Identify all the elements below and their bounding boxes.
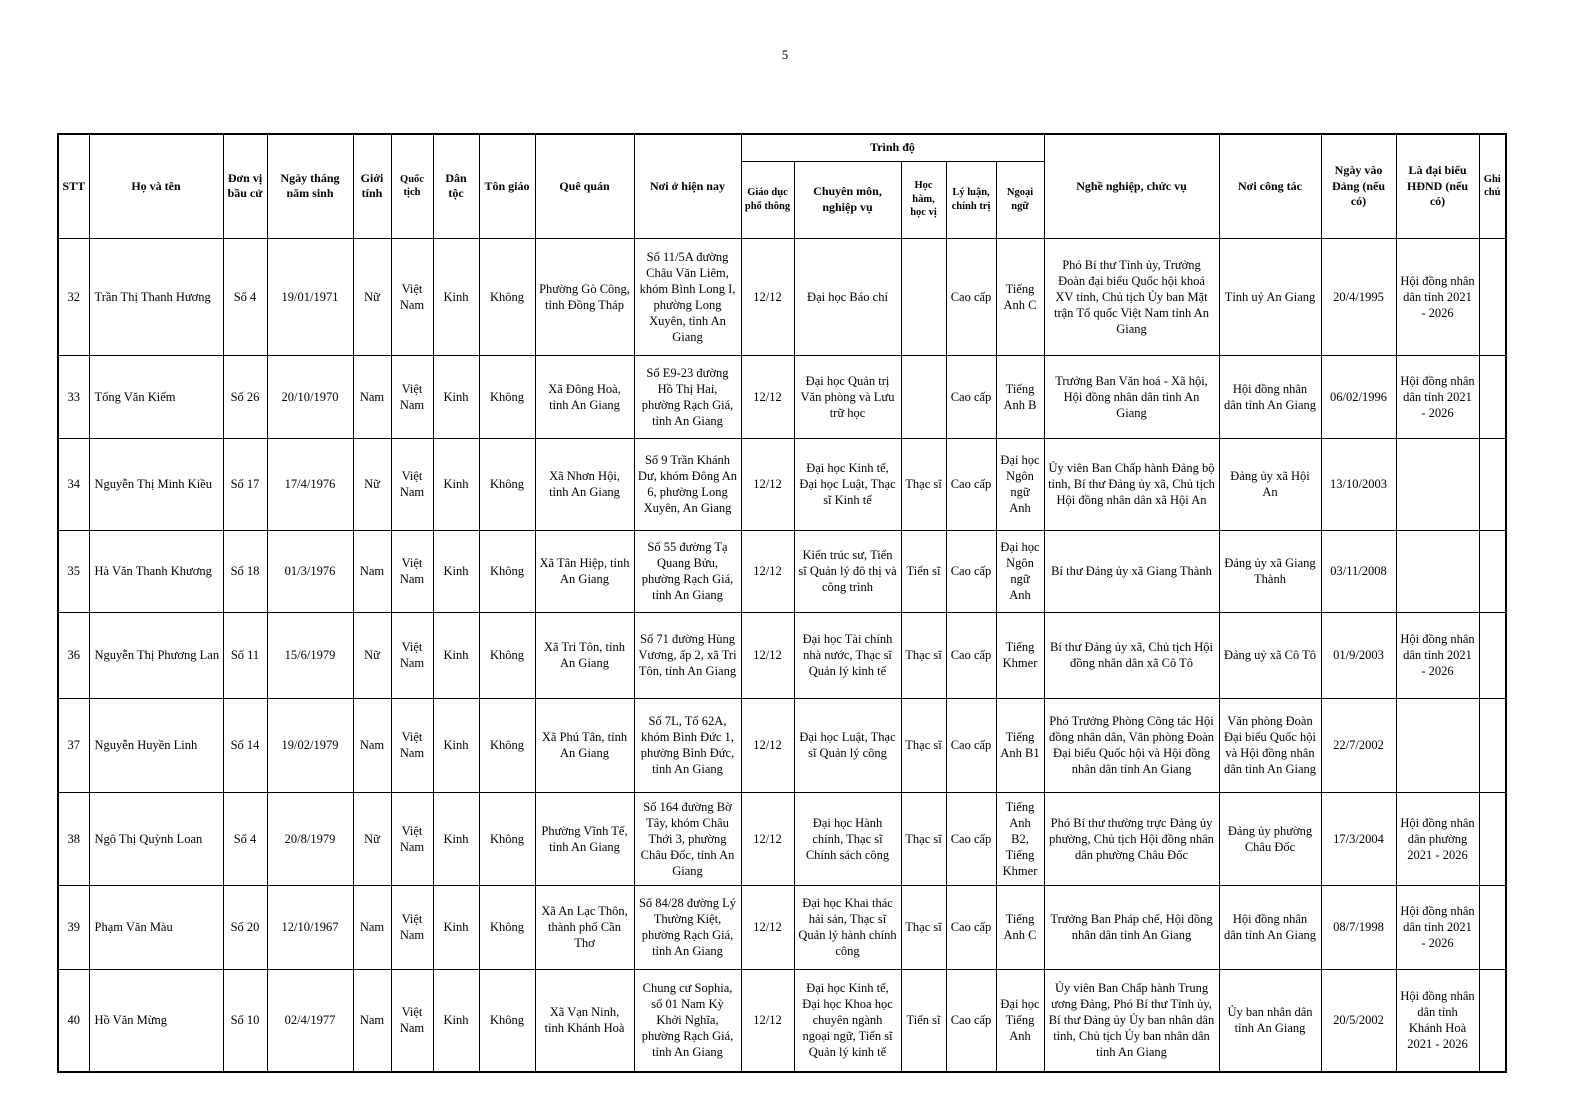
cell-don-vi-bau-cu: Số 20 [223,885,267,969]
cell-quoc-tich: Việt Nam [391,355,433,438]
cell-que-quan: Xã Phú Tân, tỉnh An Giang [535,698,634,792]
cell-ngoai-ngu: Tiếng Anh B1 [996,698,1044,792]
cell-ton-giao: Không [479,438,535,530]
cell-ly-luan: Cao cấp [946,238,996,355]
cell-noi-cong-tac: Đảng uỷ xã Cô Tô [1219,612,1321,698]
cell-noi-o: Số 84/28 đường Lý Thường Kiệt, phường Rạch Giá, tỉnh An Giang [634,885,741,969]
table-header [58,134,1506,238]
cell-noi-cong-tac: Đảng ủy phường Châu Đốc [1219,792,1321,885]
cell-gioi-tinh: Nam [353,355,391,438]
table-row [58,355,1506,438]
cell-noi-o: Chung cư Sophia, số 01 Nam Kỳ Khởi Nghĩa, phường Rạch Giá, tỉnh An Giang [634,969,741,1072]
cell-ho-va-ten: Hà Văn Thanh Khương [89,530,223,612]
cell-hoc-ham [901,355,946,438]
cell-que-quan: Xã Vạn Ninh, tỉnh Khánh Hoà [535,969,634,1072]
cell-ton-giao: Không [479,530,535,612]
cell-ngay-sinh: 20/10/1970 [267,355,353,438]
cell-nghe-nghiep: Trưởng Ban Văn hoá - Xã hội, Hội đồng nhân dân tỉnh An Giang [1044,355,1219,438]
cell-ly-luan: Cao cấp [946,792,996,885]
cell-gioi-tinh: Nữ [353,792,391,885]
col-header-dan-toc: Dân tộc [433,134,479,238]
cell-stt: 35 [58,530,89,612]
cell-dai-bieu-hdnd: Hội đồng nhân dân tỉnh 2021 - 2026 [1396,885,1479,969]
cell-que-quan: Xã Tân Hiệp, tỉnh An Giang [535,530,634,612]
cell-giao-duc-pho-thong: 12/12 [741,612,794,698]
cell-ngay-sinh: 01/3/1976 [267,530,353,612]
cell-nghe-nghiep: Bí thư Đảng ủy xã Giang Thành [1044,530,1219,612]
cell-noi-o: Số 11/5A đường Châu Văn Liêm, khóm Bình Long I, phường Long Xuyên, tỉnh An Giang [634,238,741,355]
cell-ho-va-ten: Nguyễn Thị Phương Lan [89,612,223,698]
cell-ngay-sinh: 15/6/1979 [267,612,353,698]
cell-ho-va-ten: Hồ Văn Mừng [89,969,223,1072]
cell-noi-o: Số 7L, Tổ 62A, khóm Bình Đức 1, phường Bình Đức, tỉnh An Giang [634,698,741,792]
cell-noi-o: Số E9-23 đường Hồ Thị Hai, phường Rạch Giá, tỉnh An Giang [634,355,741,438]
cell-nghe-nghiep: Bí thư Đảng ủy xã, Chủ tịch Hội đồng nhân dân xã Cô Tô [1044,612,1219,698]
cell-stt: 32 [58,238,89,355]
cell-giao-duc-pho-thong: 12/12 [741,792,794,885]
cell-hoc-ham: Thạc sĩ [901,438,946,530]
table-row [58,969,1506,1072]
cell-dan-toc: Kinh [433,530,479,612]
cell-dai-bieu-hdnd: Hội đồng nhân dân tỉnh 2021 - 2026 [1396,612,1479,698]
cell-noi-o: Số 71 đường Hùng Vương, ấp 2, xã Tri Tôn, tỉnh An Giang [634,612,741,698]
col-header-ly-luan: Lý luận, chính trị [946,161,996,238]
cell-chuyen-mon: Kiến trúc sư, Tiến sĩ Quản lý đô thị và công trình [794,530,901,612]
cell-noi-cong-tac: Ủy ban nhân dân tỉnh An Giang [1219,969,1321,1072]
col-header-noi-o: Nơi ở hiện nay [634,134,741,238]
cell-stt: 36 [58,612,89,698]
cell-ton-giao: Không [479,885,535,969]
cell-ho-va-ten: Phạm Văn Màu [89,885,223,969]
cell-hoc-ham: Thạc sĩ [901,792,946,885]
cell-dai-bieu-hdnd [1396,530,1479,612]
cell-ho-va-ten: Trần Thị Thanh Hương [89,238,223,355]
cell-noi-cong-tac: Hội đồng nhân dân tỉnh An Giang [1219,355,1321,438]
cell-que-quan: Xã Tri Tôn, tỉnh An Giang [535,612,634,698]
cell-quoc-tich: Việt Nam [391,530,433,612]
col-header-giao-duc-pho-thong: Giáo dục phổ thông [741,161,794,238]
cell-ngay-vao-dang: 08/7/1998 [1321,885,1396,969]
cell-ly-luan: Cao cấp [946,698,996,792]
cell-hoc-ham: Thạc sĩ [901,612,946,698]
cell-nghe-nghiep: Phó Bí thư Tỉnh ủy, Trưởng Đoàn đại biểu Quốc hội khoá XV tỉnh, Chủ tịch Ủy ban Mặt trận Tổ quốc Việt Nam tỉnh An Giang [1044,238,1219,355]
cell-quoc-tich: Việt Nam [391,438,433,530]
cell-giao-duc-pho-thong: 12/12 [741,885,794,969]
cell-hoc-ham: Thạc sĩ [901,698,946,792]
cell-ghi-chu [1479,969,1506,1072]
cell-que-quan: Xã An Lạc Thôn, thành phố Cần Thơ [535,885,634,969]
cell-nghe-nghiep: Phó Trưởng Phòng Công tác Hội đồng nhân dân, Văn phòng Đoàn Đại biểu Quốc hội và Hội đồng nhân dân tỉnh An Giang [1044,698,1219,792]
cell-ngay-sinh: 02/4/1977 [267,969,353,1072]
cell-ngoai-ngu: Tiếng Anh C [996,238,1044,355]
table-body [58,238,1506,1072]
cell-don-vi-bau-cu: Số 26 [223,355,267,438]
cell-stt: 33 [58,355,89,438]
cell-hoc-ham: Tiến sĩ [901,530,946,612]
cell-noi-cong-tac: Đảng ủy xã Hội An [1219,438,1321,530]
table-row [58,438,1506,530]
cell-ngay-vao-dang: 20/4/1995 [1321,238,1396,355]
cell-noi-cong-tac: Tỉnh uỷ An Giang [1219,238,1321,355]
table-row [58,792,1506,885]
cell-que-quan: Phường Gò Công, tỉnh Đồng Tháp [535,238,634,355]
cell-ly-luan: Cao cấp [946,438,996,530]
cell-ly-luan: Cao cấp [946,969,996,1072]
cell-gioi-tinh: Nữ [353,438,391,530]
cell-dan-toc: Kinh [433,885,479,969]
cell-ngay-vao-dang: 01/9/2003 [1321,612,1396,698]
col-header-ton-giao: Tôn giáo [479,134,535,238]
cell-ly-luan: Cao cấp [946,530,996,612]
cell-ton-giao: Không [479,698,535,792]
cell-ghi-chu [1479,530,1506,612]
cell-don-vi-bau-cu: Số 4 [223,792,267,885]
cell-noi-o: Số 55 đường Tạ Quang Bửu, phường Rạch Giá, tỉnh An Giang [634,530,741,612]
cell-ngay-vao-dang: 06/02/1996 [1321,355,1396,438]
cell-giao-duc-pho-thong: 12/12 [741,698,794,792]
cell-hoc-ham: Tiến sĩ [901,969,946,1072]
cell-ly-luan: Cao cấp [946,612,996,698]
cell-nghe-nghiep: Ủy viên Ban Chấp hành Trung ương Đảng, Phó Bí thư Tỉnh ủy, Bí thư Đảng ủy Ủy ban nhân dân tỉnh, Chủ tịch Ủy ban nhân dân tỉnh An Giang [1044,969,1219,1072]
cell-quoc-tich: Việt Nam [391,885,433,969]
cell-ngoai-ngu: Tiếng Khmer [996,612,1044,698]
cell-dan-toc: Kinh [433,438,479,530]
cell-chuyen-mon: Đại học Kinh tế, Đại học Luật, Thạc sĩ Kinh tế [794,438,901,530]
cell-dan-toc: Kinh [433,969,479,1072]
cell-don-vi-bau-cu: Số 10 [223,969,267,1072]
cell-stt: 39 [58,885,89,969]
cell-dai-bieu-hdnd: Hội đồng nhân dân tỉnh 2021 - 2026 [1396,355,1479,438]
cell-ho-va-ten: Nguyễn Thị Minh Kiều [89,438,223,530]
col-header-quoc-tich: Quốc tịch [391,134,433,238]
cell-ho-va-ten: Ngô Thị Quỳnh Loan [89,792,223,885]
cell-stt: 38 [58,792,89,885]
cell-ton-giao: Không [479,612,535,698]
cell-giao-duc-pho-thong: 12/12 [741,969,794,1072]
col-header-dai-bieu-hdnd: Là đại biểu HĐND (nếu có) [1396,134,1479,238]
col-header-hoc-ham: Học hàm, học vị [901,161,946,238]
cell-que-quan: Xã Nhơn Hội, tỉnh An Giang [535,438,634,530]
cell-chuyen-mon: Đại học Báo chí [794,238,901,355]
cell-gioi-tinh: Nữ [353,612,391,698]
col-header-don-vi-bau-cu: Đơn vị bầu cử [223,134,267,238]
table-row [58,885,1506,969]
cell-dan-toc: Kinh [433,792,479,885]
cell-noi-o: Số 9 Trần Khánh Dư, khóm Đông An 6, phường Long Xuyên, An Giang [634,438,741,530]
cell-gioi-tinh: Nam [353,698,391,792]
cell-nghe-nghiep: Phó Bí thư thường trực Đảng ủy phường, Chủ tịch Hội đồng nhân dân phường Châu Đốc [1044,792,1219,885]
cell-giao-duc-pho-thong: 12/12 [741,530,794,612]
cell-giao-duc-pho-thong: 12/12 [741,438,794,530]
col-header-chuyen-mon: Chuyên môn, nghiệp vụ [794,161,901,238]
cell-ton-giao: Không [479,355,535,438]
cell-nghe-nghiep: Trưởng Ban Pháp chế, Hội đồng nhân dân tỉnh An Giang [1044,885,1219,969]
cell-dan-toc: Kinh [433,698,479,792]
cell-quoc-tich: Việt Nam [391,238,433,355]
cell-chuyen-mon: Đại học Kinh tế, Đại học Khoa học chuyên ngành ngoại ngữ, Tiến sĩ Quản lý kinh tế [794,969,901,1072]
cell-ghi-chu [1479,355,1506,438]
col-header-ngay-vao-dang: Ngày vào Đảng (nếu có) [1321,134,1396,238]
cell-que-quan: Xã Đông Hoà, tỉnh An Giang [535,355,634,438]
cell-stt: 37 [58,698,89,792]
cell-chuyen-mon: Đại học Quản trị Văn phòng và Lưu trữ học [794,355,901,438]
cell-dai-bieu-hdnd: Hội đồng nhân dân tỉnh 2021 - 2026 [1396,238,1479,355]
cell-ghi-chu [1479,612,1506,698]
cell-ngoai-ngu: Tiếng Anh B2, Tiếng Khmer [996,792,1044,885]
cell-gioi-tinh: Nam [353,885,391,969]
cell-noi-o: Số 164 đường Bờ Tây, khóm Châu Thới 3, phường Châu Đốc, tỉnh An Giang [634,792,741,885]
col-header-nghe-nghiep: Nghề nghiệp, chức vụ [1044,134,1219,238]
col-header-ghi-chu: Ghi chú [1479,134,1506,238]
col-header-gioi-tinh: Giới tính [353,134,391,238]
cell-ngay-sinh: 19/01/1971 [267,238,353,355]
cell-chuyen-mon: Đại học Tài chính nhà nước, Thạc sĩ Quản lý kinh tế [794,612,901,698]
cell-nghe-nghiep: Ủy viên Ban Chấp hành Đảng bộ tỉnh, Bí thư Đảng ủy xã, Chủ tịch Hội đồng nhân dân xã Hội An [1044,438,1219,530]
cell-ghi-chu [1479,238,1506,355]
cell-dai-bieu-hdnd: Hội đồng nhân dân tỉnh Khánh Hoà 2021 - 2026 [1396,969,1479,1072]
cell-ghi-chu [1479,698,1506,792]
cell-stt: 40 [58,969,89,1072]
cell-dan-toc: Kinh [433,355,479,438]
cell-chuyen-mon: Đại học Khai thác hải sản, Thạc sĩ Quản lý hành chính công [794,885,901,969]
col-header-noi-cong-tac: Nơi công tác [1219,134,1321,238]
cell-dai-bieu-hdnd: Hội đồng nhân dân phường 2021 - 2026 [1396,792,1479,885]
cell-ngay-vao-dang: 20/5/2002 [1321,969,1396,1072]
cell-don-vi-bau-cu: Số 17 [223,438,267,530]
cell-noi-cong-tac: Hội đồng nhân dân tỉnh An Giang [1219,885,1321,969]
cell-ngay-vao-dang: 03/11/2008 [1321,530,1396,612]
cell-dai-bieu-hdnd [1396,698,1479,792]
cell-quoc-tich: Việt Nam [391,969,433,1072]
cell-ghi-chu [1479,438,1506,530]
cell-don-vi-bau-cu: Số 11 [223,612,267,698]
cell-quoc-tich: Việt Nam [391,698,433,792]
cell-ghi-chu [1479,792,1506,885]
cell-ly-luan: Cao cấp [946,355,996,438]
cell-ghi-chu [1479,885,1506,969]
col-group-trinh-do: Trình độ [741,134,1044,161]
col-header-ho-va-ten: Họ và tên [89,134,223,238]
cell-quoc-tich: Việt Nam [391,792,433,885]
page-number: 5 [781,47,789,62]
cell-dai-bieu-hdnd [1396,438,1479,530]
cell-giao-duc-pho-thong: 12/12 [741,355,794,438]
cell-hoc-ham: Thạc sĩ [901,885,946,969]
cell-ngay-sinh: 12/10/1967 [267,885,353,969]
table-row [58,612,1506,698]
col-header-ngay-sinh: Ngày tháng năm sinh [267,134,353,238]
cell-stt: 34 [58,438,89,530]
cell-ngoai-ngu: Đại học Ngôn ngữ Anh [996,438,1044,530]
cell-noi-cong-tac: Đảng ủy xã Giang Thành [1219,530,1321,612]
cell-giao-duc-pho-thong: 12/12 [741,238,794,355]
cell-ngay-sinh: 20/8/1979 [267,792,353,885]
cell-ly-luan: Cao cấp [946,885,996,969]
col-header-stt: STT [58,134,89,238]
cell-don-vi-bau-cu: Số 18 [223,530,267,612]
cell-ngoai-ngu: Đại học Tiếng Anh [996,969,1044,1072]
cell-ton-giao: Không [479,792,535,885]
table-row [58,238,1506,355]
table-row [58,530,1506,612]
cell-ngay-vao-dang: 22/7/2002 [1321,698,1396,792]
deputies-table [57,133,1507,1073]
cell-gioi-tinh: Nữ [353,238,391,355]
cell-gioi-tinh: Nam [353,530,391,612]
cell-quoc-tich: Việt Nam [391,612,433,698]
cell-ho-va-ten: Nguyễn Huyền Linh [89,698,223,792]
cell-ngoai-ngu: Tiếng Anh C [996,885,1044,969]
cell-don-vi-bau-cu: Số 4 [223,238,267,355]
cell-chuyen-mon: Đại học Luật, Thạc sĩ Quản lý công [794,698,901,792]
cell-ton-giao: Không [479,969,535,1072]
cell-dan-toc: Kinh [433,238,479,355]
col-header-que-quan: Quê quán [535,134,634,238]
table-row [58,698,1506,792]
cell-ngay-sinh: 17/4/1976 [267,438,353,530]
cell-ngoai-ngu: Đại học Ngôn ngữ Anh [996,530,1044,612]
cell-hoc-ham [901,238,946,355]
cell-ngay-vao-dang: 17/3/2004 [1321,792,1396,885]
cell-ngay-vao-dang: 13/10/2003 [1321,438,1396,530]
cell-don-vi-bau-cu: Số 14 [223,698,267,792]
cell-ngay-sinh: 19/02/1979 [267,698,353,792]
cell-ngoai-ngu: Tiếng Anh B [996,355,1044,438]
cell-gioi-tinh: Nam [353,969,391,1072]
cell-ho-va-ten: Tống Văn Kiếm [89,355,223,438]
cell-que-quan: Phường Vĩnh Tế, tỉnh An Giang [535,792,634,885]
cell-chuyen-mon: Đại học Hành chính, Thạc sĩ Chính sách công [794,792,901,885]
col-header-ngoai-ngu: Ngoại ngữ [996,161,1044,238]
cell-noi-cong-tac: Văn phòng Đoàn Đại biểu Quốc hội và Hội đồng nhân dân tỉnh An Giang [1219,698,1321,792]
cell-dan-toc: Kinh [433,612,479,698]
cell-ton-giao: Không [479,238,535,355]
